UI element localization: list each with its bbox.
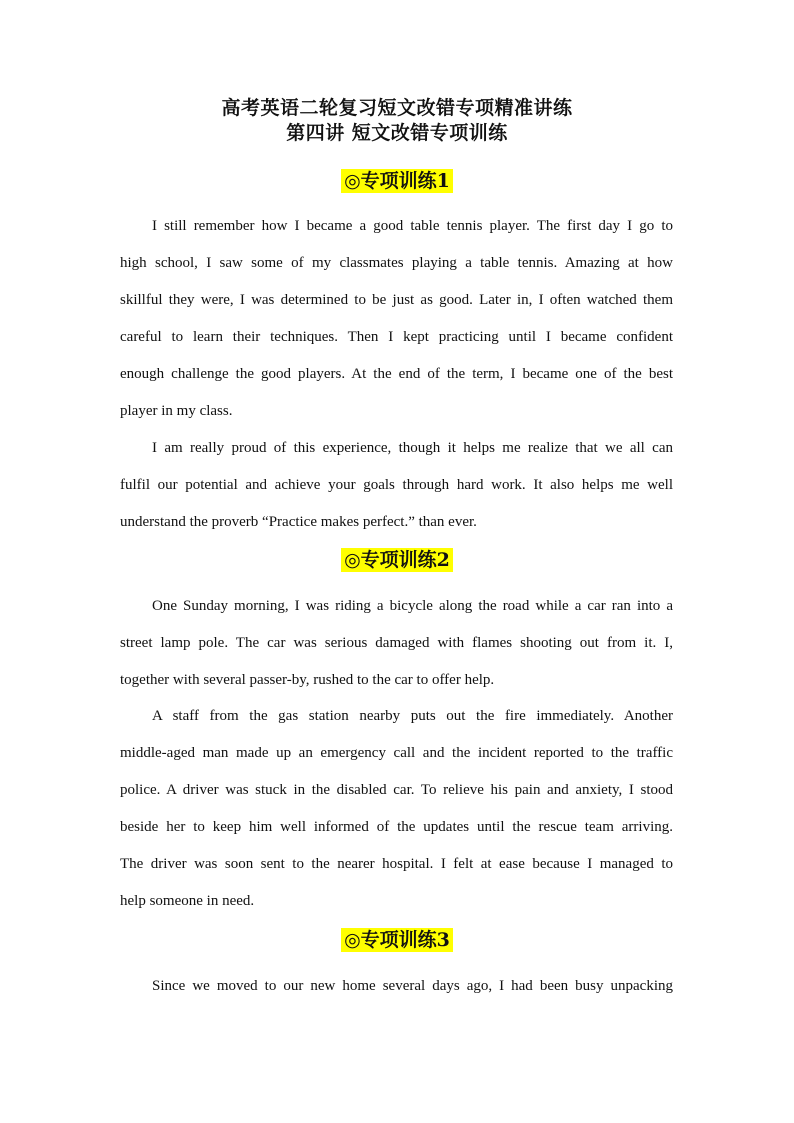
section-heading-2-text: ◎专项训练2 — [341, 548, 453, 572]
section-heading-2 — [0, 547, 794, 573]
text-line: One Sunday morning, I was riding a bicycle along the road while a car ran into a — [152, 598, 673, 614]
section-1-paragraph-1 — [120, 208, 673, 430]
text-line: high school, I saw some of my classmates playing a table tennis. Amazing at how — [120, 255, 673, 271]
section-heading-3 — [0, 927, 794, 953]
text-line: careful to learn their techniques. Then I kept practicing until I became confident — [120, 329, 673, 345]
text-line: middle-aged man made up an emergency call and the incident reported to the traffic — [120, 745, 673, 761]
section-2-paragraph-1 — [120, 588, 673, 699]
section-2-paragraph-2 — [120, 698, 673, 920]
document-title: 高考英语二轮复习短文改错专项精准讲练 — [221, 97, 573, 119]
section-heading-1-text: ◎专项训练1 — [341, 169, 453, 193]
text-line: police. A driver was stuck in the disabled car. To relieve his pain and anxiety, I stood — [120, 782, 673, 798]
text-line: I am really proud of this experience, though it helps me realize that we all can — [152, 440, 673, 456]
section-heading-1 — [0, 168, 794, 194]
document-subtitle: 第四讲 短文改错专项训练 — [286, 122, 508, 144]
text-line: fulfil our potential and achieve your goals through hard work. It also helps me well — [120, 477, 673, 493]
text-line: together with several passer-by, rushed to the car to offer help. — [120, 672, 495, 688]
section-3-paragraph-1 — [120, 968, 673, 1005]
text-line: I still remember how I became a good table tennis player. The first day I go to — [152, 218, 673, 234]
text-line: enough challenge the good players. At the end of the term, I became one of the best — [120, 366, 673, 382]
text-line: understand the proverb “Practice makes perfect.” than ever. — [120, 514, 477, 530]
text-line: A staff from the gas station nearby puts out the fire immediately. Another — [152, 708, 673, 724]
section-1-paragraph-2 — [120, 430, 673, 541]
text-line: beside her to keep him well informed of the updates until the rescue team arriving. — [120, 819, 673, 835]
text-line: help someone in need. — [120, 893, 255, 909]
text-line: street lamp pole. The car was serious damaged with flames shooting out from it. I, — [120, 635, 673, 651]
text-line: player in my class. — [120, 403, 233, 419]
text-line: skillful they were, I was determined to be just as good. Later in, I often watched them — [120, 292, 673, 308]
text-line: Since we moved to our new home several days ago, I had been busy unpacking — [152, 978, 673, 994]
section-heading-3-text: ◎专项训练3 — [341, 928, 453, 952]
text-line: The driver was soon sent to the nearer hospital. I felt at ease because I managed to — [120, 856, 673, 872]
